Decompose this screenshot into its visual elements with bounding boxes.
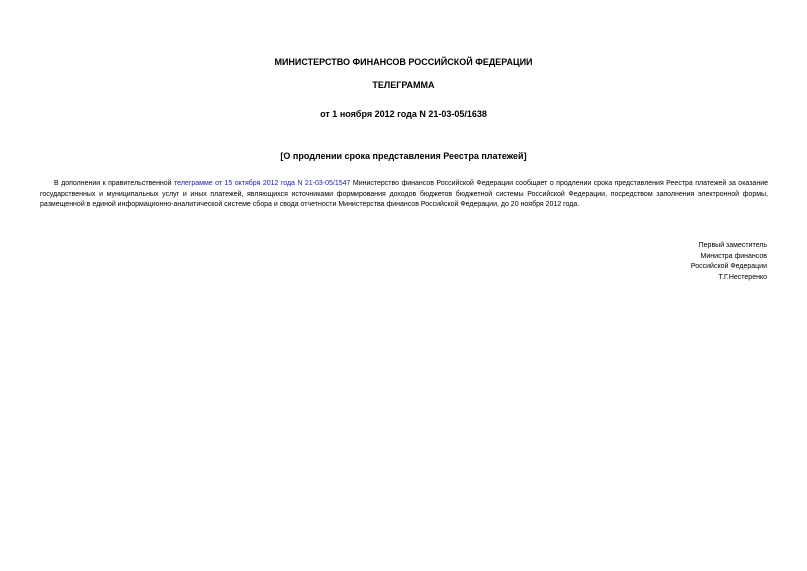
subject-heading: [О продлении срока представления Реестра платежей] <box>280 151 527 161</box>
signature-position-line1: Первый заместитель <box>698 242 767 249</box>
referenced-telegram-link[interactable]: телеграмме от 15 октября 2012 года N 21-03-05/1547 <box>174 180 351 187</box>
signature-position-line2: Министра финансов <box>700 252 767 260</box>
signature-block <box>567 241 767 283</box>
document-type-heading: ТЕЛЕГРАММА <box>372 80 435 90</box>
signature-name: Т.Г.Нестеренко <box>718 273 767 281</box>
body-paragraph <box>40 179 768 211</box>
ministry-heading: МИНИСТЕРСТВО ФИНАНСОВ РОССИЙСКОЙ ФЕДЕРАЦИИ <box>274 57 533 67</box>
date-number-heading: от 1 ноября 2012 года N 21-03-05/1638 <box>320 109 487 119</box>
body-text-after-link: Министерство финансов Российской Федерации сообщает о продлении срока представления Реестра платежей за оказание государственных и муниципальных услуг и иных платежей, являющихся источниками формирования доходов бюджетов бюджетной системы Российской Федерации, посредством заполнения электронной формы, размещенной в единой информационно-аналитической системе сбора и свода отчетности Министерства финансов Российской Федерации, до 20 ноября 2012 года. <box>40 180 768 208</box>
signature-position-line3: Российской Федерации <box>690 263 767 270</box>
body-text-before-link: В дополнении к правительственной <box>54 180 175 187</box>
